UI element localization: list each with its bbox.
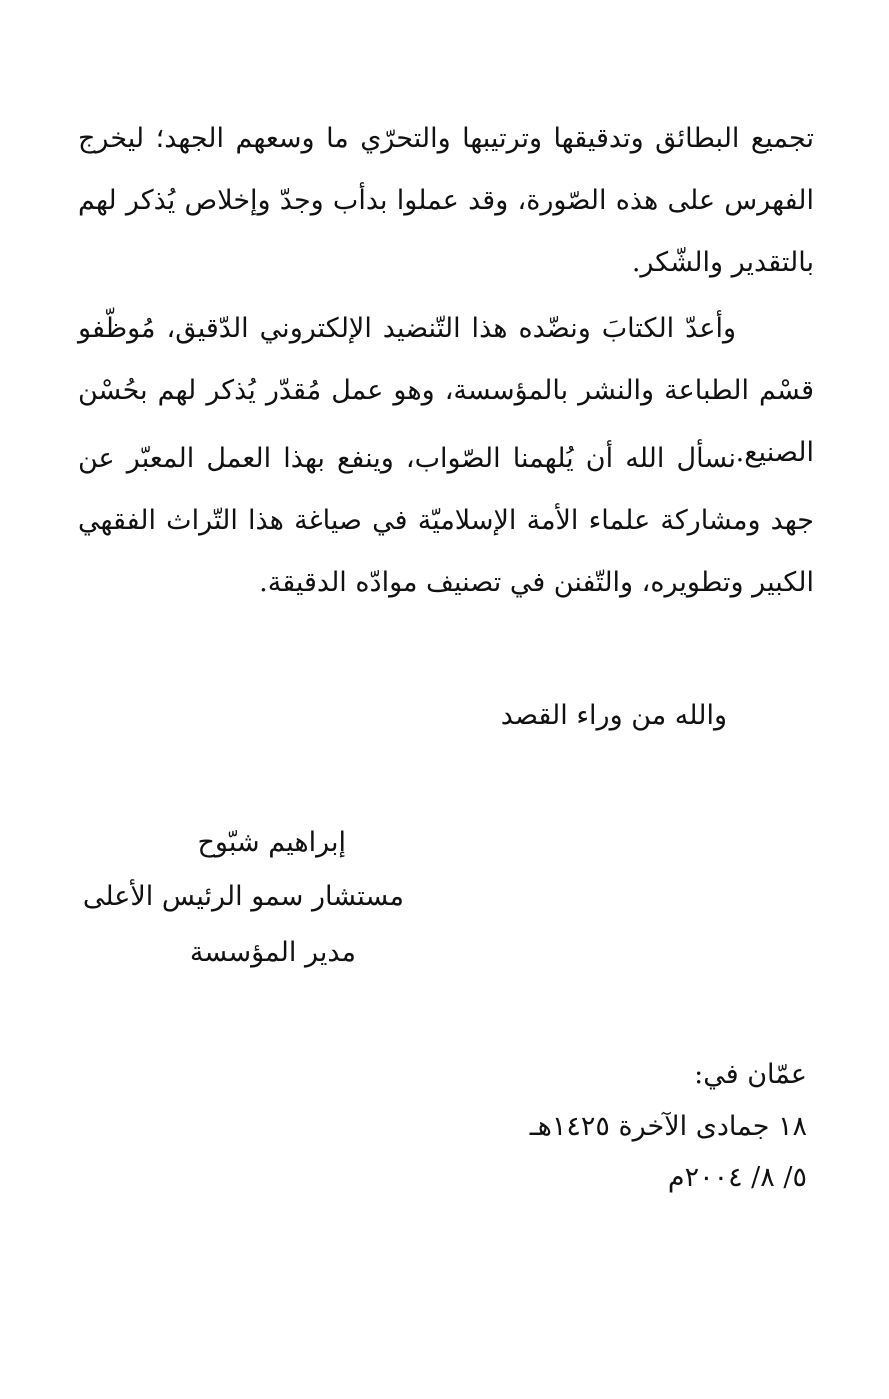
closing-phrase: والله من وراء القصد (500, 700, 727, 731)
signature-title: مستشار سمو الرئيس الأعلى (82, 881, 404, 912)
body-paragraph-3: نسأل الله أن يُلهمنا الصّواب، وينفع بهذا العمل المعبّر عن جهد ومشاركة علماء الأمة الإسلاميّة في صياغة هذا التّراث الفقهي الكبير وتطويره، والتّفنن في تصنيف موادّه الدقيقة. (78, 443, 814, 598)
signature-role: مدير المؤسسة (189, 937, 356, 968)
dateline-gregorian-date: ٥/ ٨/ ٢٠٠٤م (667, 1162, 807, 1193)
signature-name: إبراهيم شبّوح (197, 827, 346, 858)
body-paragraph-1: تجميع البطائق وتدقيقها وترتيبها والتحرّي ما وسعهم الجهد؛ ليخرج الفهرس على هذه الصّورة، وقد عملوا بدأب وجدّ وإخلاص يُذكر لهم بالتقدير والشّكر. (78, 123, 814, 278)
body-paragraph-2: وأعدّ الكتابَ ونضّده هذا التّنضيد الإلكتروني الدّقيق، مُوظّفو قسْم الطباعة والنشر بالمؤسسة، وهو عمل مُقدّر يُذكر لهم بحُسْن الصنيع. (78, 313, 814, 468)
dateline-place: عمّان في: (694, 1059, 807, 1090)
dateline-hijri-date: ١٨ جمادى الآخرة ١٤٢٥هـ (529, 1111, 807, 1142)
